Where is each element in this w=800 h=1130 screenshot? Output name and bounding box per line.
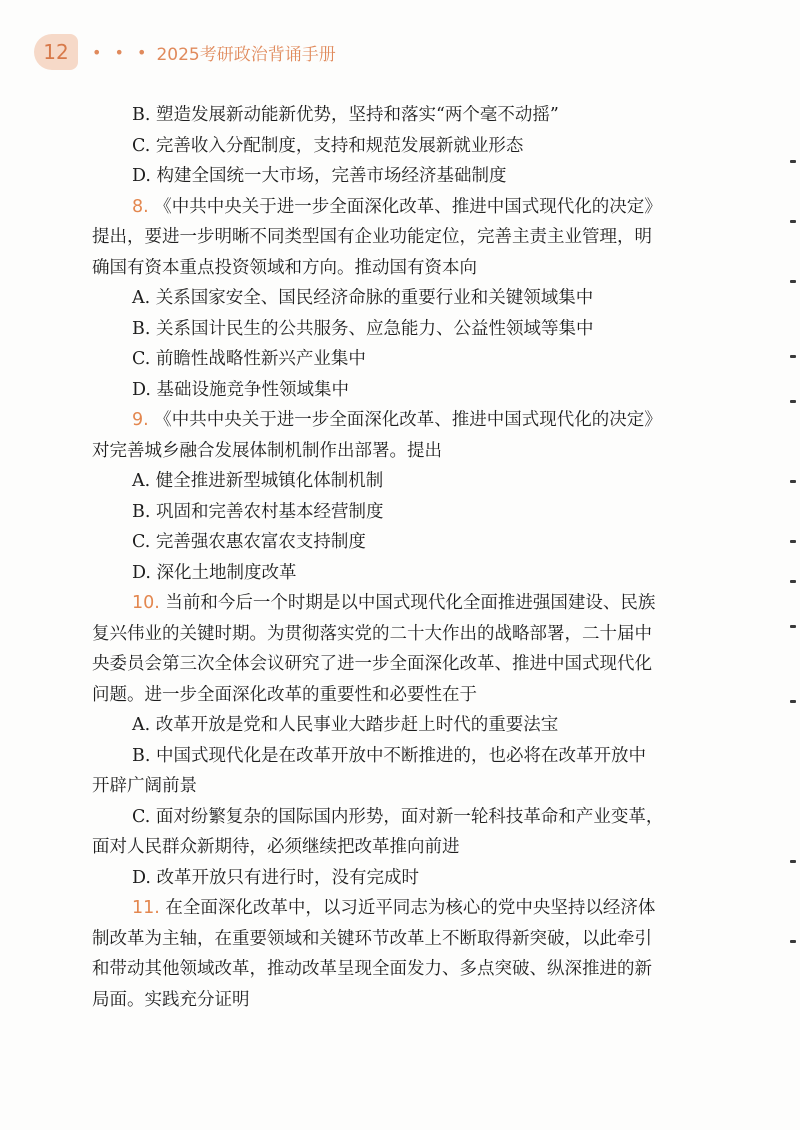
question-9-line [92,405,692,436]
question-8-line [92,192,692,223]
option-line: D. 基础设施竞争性领域集中 [132,379,350,400]
scan-mark [790,480,796,483]
scan-mark [790,625,796,628]
scan-mark [790,700,796,703]
scan-mark [790,400,796,403]
question-8-line: 提出，要进一步明晰不同类型国有企业功能定位，完善主责主业管理，明 [92,227,652,247]
question-10-line: 央委员会第三次全体会议研究了进一步全面深化改革、推进中国式现代化 [92,654,652,674]
question-10-line: 问题。进一步全面深化改革的重要性和必要性在于 [92,684,477,705]
question-text: 在全面深化改革中，以习近平同志为核心的党中央坚持以经济体 [165,898,656,918]
question-number: 11. [132,898,160,918]
option-line: D. 改革开放只有进行时，没有完成时 [132,867,420,888]
option-line: D. 深化土地制度改革 [132,562,297,583]
question-9-line: 对完善城乡融合发展体制机制作出部署。提出 [92,440,442,461]
question-text: 《中共中央关于进一步全面深化改革、推进中国式现代化的决定》 [154,196,662,217]
option-line: D. 构建全国统一大市场，完善市场经济基础制度 [132,166,507,186]
option-line: C. 面对纷繁复杂的国际国内形势，面对新一轮科技革命和产业变革， [132,806,664,827]
scan-mark [790,580,796,583]
option-line: B. 中国式现代化是在改革开放中不断推进的，也必将在改革开放中 [132,745,646,766]
scan-mark [790,860,796,863]
scan-mark [790,940,796,943]
question-10-line [92,588,692,619]
header-dots: • • • [92,42,151,62]
scan-mark [790,355,796,358]
question-8-line: 确国有资本重点投资领域和方向。推动国有资本向 [92,257,477,278]
question-11-line: 和带动其他领域改革，推动改革呈现全面发力、多点突破、纵深推进的新 [92,959,652,979]
question-text: 当前和今后一个时期是以中国式现代化全面推进强国建设、民族 [165,593,656,613]
question-11-line: 局面。实践充分证明 [92,989,250,1010]
option-line: C. 完善收入分配制度，支持和规范发展新就业形态 [132,135,524,156]
option-continuation: 面对人民群众新期待，必须继续把改革推向前进 [92,837,460,857]
option-line: B. 巩固和完善农村基本经营制度 [132,501,384,522]
page-number-badge: 12 [34,34,78,70]
question-number: 8. [132,196,149,217]
question-10-line: 复兴伟业的关键时期。为贯彻落实党的二十大作出的战略部署，二十届中 [92,623,652,644]
scan-edge-marks [786,110,796,1010]
option-line: A. 健全推进新型城镇化体制机制 [132,471,384,491]
scan-mark [790,280,796,283]
option-line: C. 完善强农惠农富农支持制度 [132,532,366,552]
scan-mark [790,540,796,543]
question-number: 10. [132,593,160,613]
option-line: C. 前瞻性战略性新兴产业集中 [132,349,366,369]
option-continuation: 开辟广阔前景 [92,776,197,796]
question-number: 9. [132,410,149,430]
question-11-line: 制改革为主轴，在重要领域和关键环节改革上不断取得新突破，以此牵引 [92,928,652,949]
option-line: A. 改革开放是党和人民事业大踏步赶上时代的重要法宝 [132,715,559,735]
page-content [92,100,692,1015]
question-11-line [92,893,692,924]
question-text: 《中共中央关于进一步全面深化改革、推进中国式现代化的决定》 [154,410,662,430]
book-title: 2025考研政治背诵手册 [156,44,336,65]
option-line: A. 关系国家安全、国民经济命脉的重要行业和关键领域集中 [132,288,594,308]
scan-mark [790,220,796,223]
page-header [34,34,336,70]
scan-mark [790,160,796,163]
option-line: B. 塑造发展新动能新优势，坚持和落实“两个毫不动摇” [132,105,559,125]
option-line: B. 关系国计民生的公共服务、应急能力、公益性领域等集中 [132,318,594,339]
